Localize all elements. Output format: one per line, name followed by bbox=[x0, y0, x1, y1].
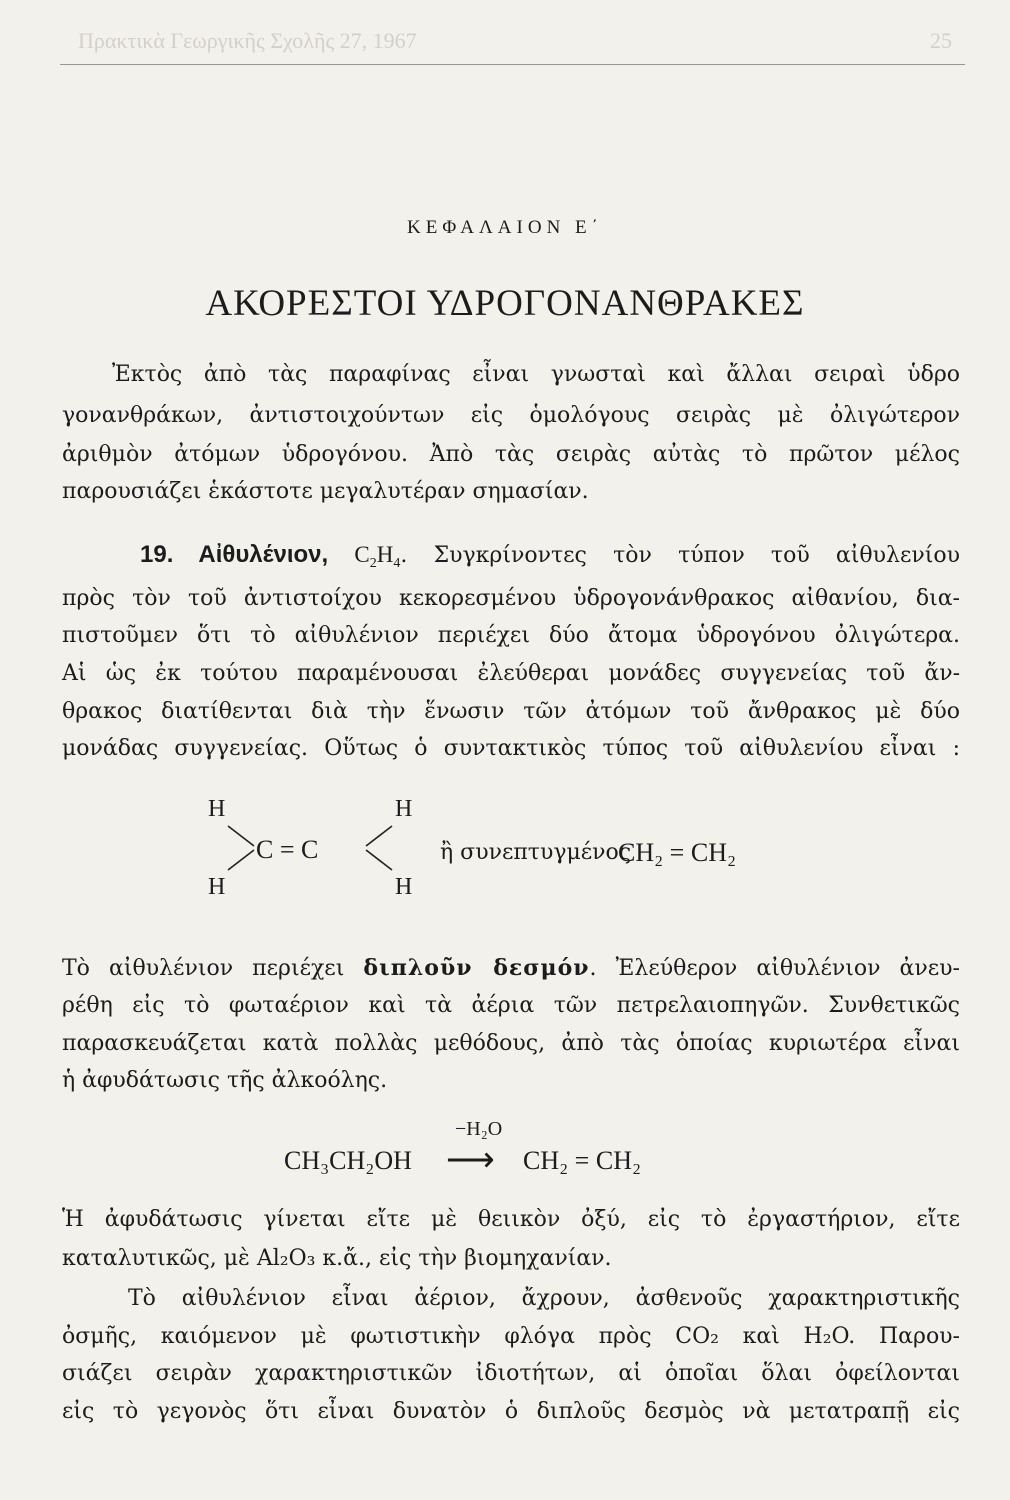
para2-line-1 bbox=[62, 953, 960, 984]
intro-line-1: Ἐκτὸς ἀπὸ τὰς παραφίνας εἶναι γνωσταὶ καὶ ἄλλαι σειραὶ ὑδρο bbox=[112, 362, 960, 387]
para2-line-4: ἡ ἀφυδάτωσις τῆς ἀλκοόλης. bbox=[62, 1068, 388, 1093]
bond-bottom-left bbox=[228, 850, 254, 870]
section-first-line bbox=[140, 540, 960, 579]
section-formula: $C_2H_4$ bbox=[354, 542, 401, 571]
bleed-through-page-number: 25 bbox=[930, 28, 952, 53]
section-line-5: θρακος διατίθενται διὰ τὴν ἕνωσιν τῶν ἀτόμων τοῦ ἄνθρακος μὲ δύο bbox=[62, 699, 960, 724]
h-bottom-left: H bbox=[208, 874, 226, 900]
para4-line-4: εἰς τὸ γεγονὸς ὅτι εἶναι δυνατὸν ὁ διπλοῦς δεσμὸς νὰ μετατραπῇ εἰς bbox=[62, 1399, 960, 1424]
para2-after-bold: . Ἐλεύθερον αἰθυλένιον ἀνευ- bbox=[589, 956, 960, 981]
double-bond-center: C = C bbox=[256, 835, 319, 864]
section-line-4: Αἱ ὡς ἐκ τούτου παραμένουσαι ἐλεύθεραι μονάδες συγγενείας τοῦ ἄν- bbox=[62, 661, 960, 686]
bleed-through-text: Πρακτικὰ Γεωργικῆς Σχολῆς 27, 1967 bbox=[78, 28, 417, 53]
bond-top-left bbox=[228, 826, 254, 846]
para2-line-3: παρασκευάζεται κατὰ πολλὰς μεθόδους, ἀπὸ τὰς ὁποίας κυριωτέρα εἶναι bbox=[62, 1031, 960, 1056]
header-rule bbox=[60, 64, 965, 65]
intro-line-3: ἀριθμὸν ἀτόμων ὑδρογόνου. Ἀπὸ τὰς σειρὰς αὐτὰς τὸ πρῶτον μέλος bbox=[62, 442, 960, 467]
para2-start: Τὸ αἰθυλένιον περιέχει bbox=[62, 956, 364, 981]
condensed-label: ἢ συνεπτυγμένος bbox=[440, 840, 632, 865]
h-top-left: H bbox=[208, 796, 226, 822]
intro-line-4: παρουσιάζει ἑκάστοτε μεγαλυτέραν σημασίαν. bbox=[62, 479, 589, 504]
product: CH₂ = CH₂ bbox=[523, 1146, 642, 1175]
para2-line-2: ρέθη εἰς τὸ φωταέριον καὶ τὰ ἀέρια τῶν πετρελαιοπηγῶν. Συνθετικῶς bbox=[62, 993, 960, 1018]
reaction-condition: −H₂O bbox=[455, 1118, 503, 1140]
para4-line-1: Τὸ αἰθυλένιον εἶναι ἀέριον, ἄχρουν, ἀσθενοῦς χαρακτηριστικῆς bbox=[128, 1286, 960, 1311]
para3-line-1: Ἡ ἀφυδάτωσις γίνεται εἴτε μὲ θειικὸν ὀξύ, εἰς τὸ ἐργαστήριον, εἴτε bbox=[62, 1207, 960, 1232]
intro-line-2: γονανθράκων, ἀντιστοιχούντων εἰς ὁμολόγους σειρὰς μὲ ὀλιγώτερον bbox=[62, 403, 960, 428]
section-line-3: πιστοῦμεν ὅτι τὸ αἰθυλένιον περιέχει δύο ἄτομα ὑδρογόνου ὀλιγώτερα. bbox=[62, 623, 960, 648]
section-heading: 19. Αἰθυλένιον, bbox=[140, 541, 329, 568]
section-line-6: μονάδας συγγενείας. Οὕτως ὁ συντακτικὸς τύπος τοῦ αἰθυλενίου εἶναι : bbox=[62, 736, 960, 761]
para4-line-2: ὀσμῆς, καιόμενον μὲ φωτιστικὴν φλόγα πρὸς CO₂ καὶ H₂O. Παρου- bbox=[62, 1324, 960, 1349]
chapter-label: ΚΕΦΑΛΑΙΟΝ Ε΄ bbox=[407, 217, 603, 238]
reaction-arrow: ⟶ bbox=[446, 1142, 495, 1179]
section-line-2: πρὸς τὸν τοῦ ἀντιστοίχου κεκορεσμένου ὑδρογονάνθρακος αἰθανίου, δια- bbox=[62, 586, 960, 611]
double-bond-term: διπλοῦν δεσμόν bbox=[363, 955, 590, 981]
h-bottom-right: H bbox=[395, 874, 413, 900]
bond-top-right bbox=[366, 826, 392, 846]
para3-line-2: καταλυτικῶς, μὲ Al₂O₃ κ.ἄ., εἰς τὴν βιομηχανίαν. bbox=[62, 1246, 612, 1271]
chapter-title: ΑΚΟΡΕΣΤΟΙ ΥΔΡΟΓΟΝΑΝΘΡΑΚΕΣ bbox=[205, 283, 805, 324]
bond-lines bbox=[200, 800, 400, 890]
bond-bottom-right bbox=[366, 850, 392, 870]
para4-line-3: σιάζει σειρὰν χαρακτηριστικῶν ἰδιοτήτων, αἱ ὁποῖαι ὅλαι ὀφείλονται bbox=[62, 1361, 960, 1386]
section-first-line-text: . Συγκρίνοντες τὸν τύπον τοῦ αἰθυλενίου bbox=[400, 543, 960, 568]
reactant: CH₃CH₂OH bbox=[284, 1146, 412, 1175]
h-top-right: H bbox=[395, 796, 413, 822]
condensed-formula: CH₂ = CH₂ bbox=[618, 838, 737, 867]
